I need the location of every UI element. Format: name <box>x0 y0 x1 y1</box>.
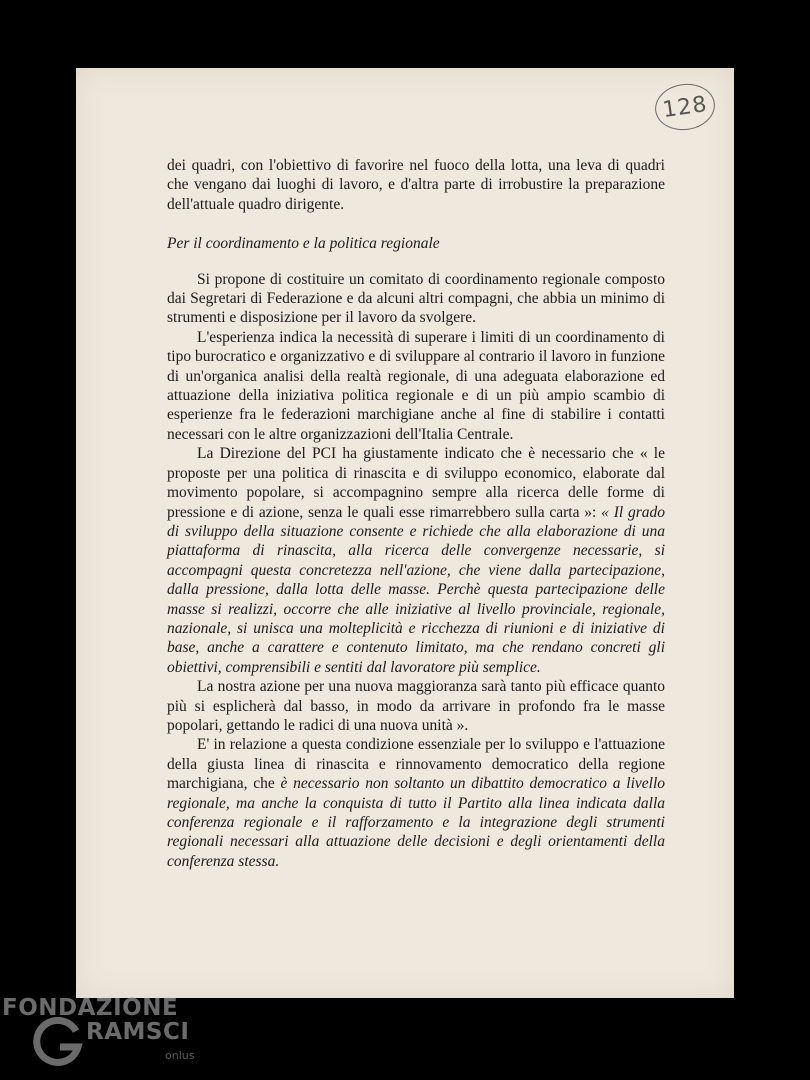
paragraph-1: dei quadri, con l'obiettivo di favorire nel fuoco della lotta, una leva di quadri che vengano dai luoghi di lavoro, e d'altra parte di irrobustire la preparazione dell'attuale quadro dirigente. <box>167 157 665 213</box>
logo-subtitle: onlus <box>165 1049 195 1062</box>
paragraph-6-italic: è necessario non soltanto un dibattito democratico a livello regionale, ma anche la conquista di tutto il Partito alla linea indicata dalla conferenza regionale e il rafforzamento e la integrazione degli strumenti regionali necessari alla attuazione delle decisioni e degli orientamenti della conferenza stessa. <box>167 775 665 870</box>
section-heading: Per il coordinamento e la politica regionale <box>167 235 440 253</box>
paragraph-5: La nostra azione per una nuova maggioranza sarà tanto più efficace quanto più si esplicherà dal basso, in modo da arrivare in profondo fra le masse popolari, gettando le radici di una nuova unità ». <box>167 678 665 734</box>
paragraph-3: L'esperienza indica la necessità di superare i limiti di un coordinamento di tipo burocratico e organizzativo e di sviluppare al contrario il lavoro in funzione di un'organica analisi della realtà regionale, di una adeguata elaborazione ed attuazione della iniziativa politica regionale e di un più ampio scambio di esperienze fra le federazioni marchigiane anche al fine di stabilire i contatti necessari con le altre organizzazioni dell'Italia Centrale. <box>167 328 665 443</box>
paragraph-6-roman: E' in relazione a questa condizione essenziale per lo sviluppo e l'attuazione della giusta linea di rinascita e rinnovamento democratico della regione marchigiana, che <box>167 736 665 793</box>
logo-line-2: RAMSCI <box>86 1019 190 1045</box>
paragraph-4-roman: La Direzione del PCI ha giustamente indicato che è necessario che « le proposte per una politica di rinascita e di sviluppo economico, elaborate dal movimento popolare, si accompagnino sempre alla ricerca delle forme di pressione e di azione, senza le quali esse rimarrebbero sulla carta »: <box>167 445 665 521</box>
paragraph-4 <box>167 444 665 677</box>
paragraph-4-quote: « Il grado di sviluppo della situazione consente e richiede che alla elaborazione di una piattaforma di rinascita, alla ricerca delle convergenze necessarie, si accompagni questa concretezza nell'azione, che viene dalla partecipazione, dalla pressione, dalla lotta delle masse. Perchè questa partecipazione delle masse si realizzi, occorre che alle iniziative al livello provinciale, regionale, nazionale, si unisca una molteplicità e ricchezza di riunioni e di iniziative di base, anche a carattere e contenuto limitato, ma che rendano concreti gli obiettivi, comprensibili e sentiti dal lavoratore più semplice. <box>167 503 666 676</box>
paragraph-2: Si propone di costituire un comitato di coordinamento regionale composto dai Segretari di Federazione e da alcuni altri compagni, che abbia un minimo di strumenti e disposizione per il lavoro da svolgere. <box>167 270 665 327</box>
logo-g-icon <box>32 1017 84 1069</box>
fondazione-gramsci-logo <box>2 995 202 1075</box>
paragraph-6 <box>167 735 665 871</box>
document-body <box>167 156 665 871</box>
page-number: 128 <box>660 91 710 123</box>
logo-line-1: FONDAZIONE <box>2 995 179 1021</box>
